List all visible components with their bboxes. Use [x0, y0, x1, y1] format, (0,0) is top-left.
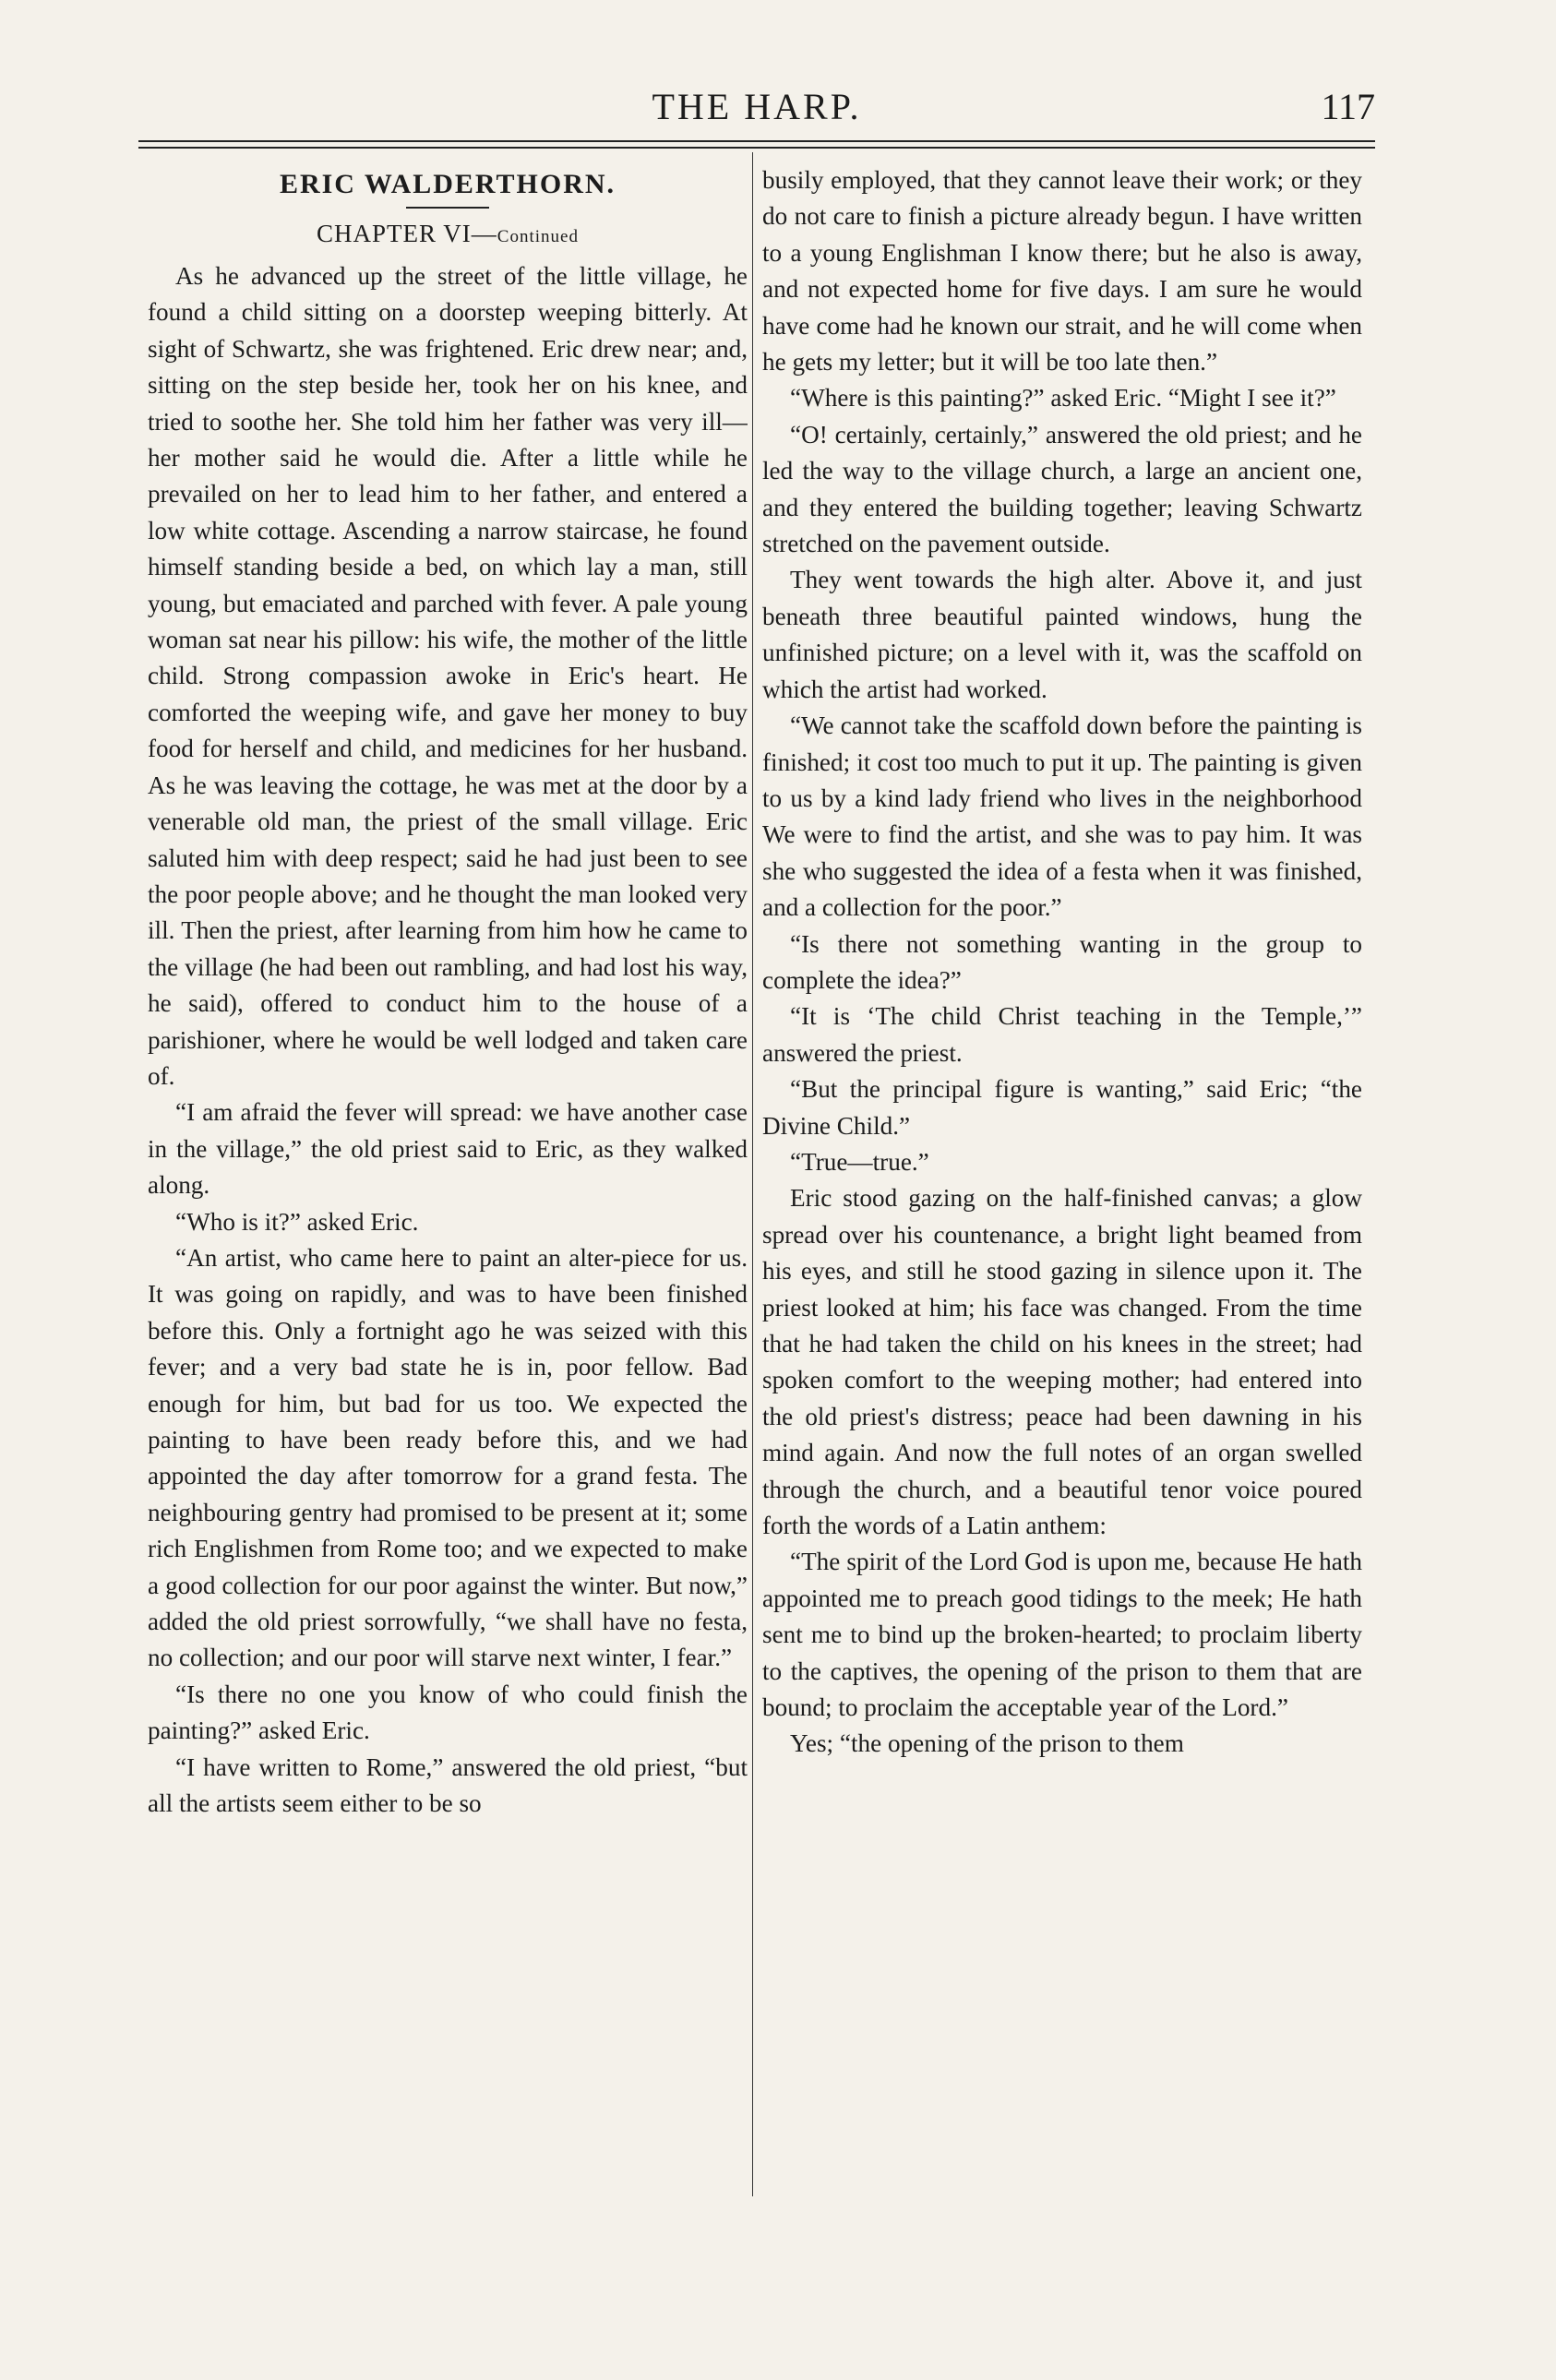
paragraph: “The spirit of the Lord God is upon me, because He hath appointed me to preach good tidings to the meek; He hath sent me to bind up the broken-hearted; to proclaim liberty to the captives, the opening of the prison to them that are bound; to proclaim the acceptable year of the Lord.” — [762, 1548, 1362, 1722]
chapter-continued: Continued — [497, 227, 579, 246]
paragraph: Eric stood gazing on the half-finished canvas; a glow spread over his countenance, a bright light beamed from his eyes, and still he stood gazing in silence upon it. The priest looked at him; his face was changed. From the time that he had taken the child on his knees in the street; had spoken comfort to the weeping mother; had entered into the old priest's distress; peace had been dawning in his mind again. And now the full notes of an organ swelled through the church, and a beautiful tenor voice poured forth the words of a Latin anthem: — [762, 1184, 1362, 1540]
paragraph: “Where is this painting?” asked Eric. “Might I see it?” — [790, 384, 1336, 413]
header-double-rule — [138, 140, 1375, 149]
chapter-heading — [148, 216, 748, 255]
left-column — [148, 162, 748, 2193]
running-head — [138, 81, 1375, 137]
paragraph: “Is there no one you know of who could finish the painting?” asked Eric. — [148, 1680, 748, 1745]
paragraph: They went towards the high alter. Above it, and just beneath three beautiful painted windows, hung the unfinished picture; on a level with it, was the scaffold on which the artist had worked. — [762, 566, 1362, 703]
paragraph: “True—true.” — [790, 1147, 929, 1176]
chapter-number: CHAPTER VI— — [317, 220, 497, 247]
publication-title: THE HARP. — [652, 86, 862, 127]
story-title: ERIC WALDERTHORN. — [279, 169, 616, 199]
paragraph-continued: busily employed, that they cannot leave their work; or they do not care to finish a picture already begun. I have written to a young Englishman I know there; but he also is away, and not expected home for five days. I am sure he would have come had he known our strait, and he will come when he gets my letter; but it will be too late then.” — [762, 166, 1362, 377]
right-column — [762, 162, 1362, 2193]
paragraph: “I am afraid the fever will spread: we have another case in the village,” the old priest said to Eric, as they walked along. — [148, 1098, 748, 1200]
paragraph: “We cannot take the scaffold down before the painting is finished; it cost too much to put it up. The painting is given to us by a kind lady friend who lives in the neighborhood We were to find the artist, and she was to pay him. It was she who suggested the idea of a festa when it was finished, and a collection for the poor.” — [762, 712, 1362, 922]
paragraph: As he advanced up the street of the little village, he found a child sitting on a doorstep weeping bitterly. At sight of Schwartz, she was frightened. Eric drew near; and, sitting on the step beside her, took her on his knee, and tried to soothe her. She told him her father was very ill—her mother said he would die. After a little while he prevailed on her to lead him to her father, and entered a low white cottage. Ascending a narrow staircase, he found himself standing beside a bed, on which lay a man, still young, but emaciated and parched with fever. A pale young woman sat near his pillow: his wife, the mother of the little child. Strong compassion awoke in Eric's heart. He comforted the weeping wife, and gave her money to buy food for herself and child, and medicines for her husband. As he was leaving the cottage, he was met at the door by a venerable old man, the priest of the small village. Eric saluted him with deep respect; said he had just been to see the poor people above; and he thought the man looked very ill. Then the priest, after learning from him how he came to the village (he had been out rambling, and had lost his way, he said), offered to conduct him to the house of a parishioner, where he would be well lodged and taken care of. — [148, 262, 748, 1090]
paragraph: “Who is it?” asked Eric. — [175, 1207, 419, 1236]
paragraph: “Is there not something wanting in the group to complete the idea?” — [762, 929, 1362, 994]
page-number: 117 — [1321, 86, 1375, 127]
paragraph: “I have written to Rome,” answered the old priest, “but all the artists seem either to be so — [148, 1752, 748, 1818]
paragraph: “An artist, who came here to paint an alter-piece for us. It was going on rapidly, and was to have been finished before this. Only a fortnight ago he was seized with this fever; and a very bad state he is in, poor fellow. Bad enough for him, but bad for us too. We expected the painting to have been ready before this, and we had appointed the day after tomorrow for a grand festa. The neighbouring gentry had promised to be present at it; some rich Englishmen from Rome too; and we expected to make a good collection for our poor against the winter. But now,” added the old priest sorrowfully, “we shall have no festa, no collection; and our poor will starve next winter, I fear.” — [148, 1243, 748, 1672]
column-divider — [752, 152, 753, 2196]
paragraph: “It is ‘The child Christ teaching in the Temple,’” answered the priest. — [762, 1002, 1362, 1067]
paragraph: “But the principal figure is wanting,” said Eric; “the Divine Child.” — [762, 1075, 1362, 1140]
title-rule — [406, 207, 489, 209]
paragraph: Yes; “the opening of the prison to them — [790, 1729, 1184, 1758]
paragraph: “O! certainly, certainly,” answered the old priest; and he led the way to the village church, a large an ancient one, and they entered the building together; leaving Schwartz stretched on the pavement outside. — [762, 420, 1362, 558]
